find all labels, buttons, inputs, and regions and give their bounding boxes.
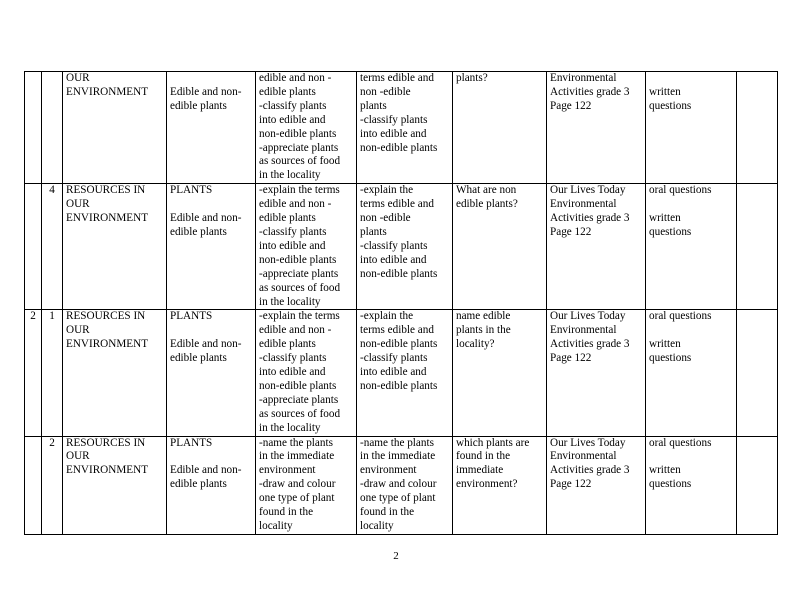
lesson-cell: 1 (42, 310, 63, 436)
learning-experiences-cell: -explain the terms edible and non-edible plants -classify plants into edible and non-edible plants (357, 310, 453, 436)
assessment-cell: written questions (646, 72, 737, 184)
learning-outcomes-cell: -explain the terms edible and non - edible plants -classify plants into edible and non-edible plants -appreciate plants as sources of food in the locality (256, 310, 357, 436)
reflection-cell (737, 184, 778, 310)
strand-cell: OUR ENVIRONMENT (63, 72, 167, 184)
sub-strand-cell: PLANTS Edible and non- edible plants (167, 310, 256, 436)
scheme-of-work-table (24, 71, 778, 535)
table-row (25, 72, 778, 184)
resources-cell: Our Lives Today Environmental Activities grade 3 Page 122 (547, 436, 646, 534)
strand-cell: RESOURCES IN OUR ENVIRONMENT (63, 184, 167, 310)
strand-cell: RESOURCES IN OUR ENVIRONMENT (63, 436, 167, 534)
reflection-cell (737, 72, 778, 184)
inquiry-question-cell: plants? (453, 72, 547, 184)
sub-strand-cell: PLANTS Edible and non- edible plants (167, 184, 256, 310)
page-number: 2 (393, 550, 399, 562)
reflection-cell (737, 436, 778, 534)
learning-experiences-cell: -explain the terms edible and non -edible plants -classify plants into edible and non-edible plants (357, 184, 453, 310)
lesson-cell: 2 (42, 436, 63, 534)
inquiry-question-cell: What are non edible plants? (453, 184, 547, 310)
reflection-cell (737, 310, 778, 436)
sub-strand-cell: PLANTS Edible and non- edible plants (167, 436, 256, 534)
week-cell (25, 72, 42, 184)
table-row (25, 436, 778, 534)
table-row (25, 184, 778, 310)
strand-cell: RESOURCES IN OUR ENVIRONMENT (63, 310, 167, 436)
week-cell (25, 436, 42, 534)
inquiry-question-cell: name edible plants in the locality? (453, 310, 547, 436)
lesson-cell (42, 72, 63, 184)
assessment-cell: oral questions written questions (646, 310, 737, 436)
assessment-cell: oral questions written questions (646, 436, 737, 534)
week-cell (25, 184, 42, 310)
learning-outcomes-cell: -explain the terms edible and non - edible plants -classify plants into edible and non-edible plants -appreciate plants as sources of food in the locality (256, 184, 357, 310)
learning-outcomes-cell: -name the plants in the immediate environment -draw and colour one type of plant found in the locality (256, 436, 357, 534)
learning-outcomes-cell: edible and non - edible plants -classify plants into edible and non-edible plants -appreciate plants as sources of food in the locality (256, 72, 357, 184)
resources-cell: Environmental Activities grade 3 Page 122 (547, 72, 646, 184)
resources-cell: Our Lives Today Environmental Activities grade 3 Page 122 (547, 310, 646, 436)
learning-experiences-cell: terms edible and non -edible plants -classify plants into edible and non-edible plants (357, 72, 453, 184)
lesson-cell: 4 (42, 184, 63, 310)
sub-strand-cell: Edible and non- edible plants (167, 72, 256, 184)
week-cell: 2 (25, 310, 42, 436)
resources-cell: Our Lives Today Environmental Activities grade 3 Page 122 (547, 184, 646, 310)
table-row (25, 310, 778, 436)
inquiry-question-cell: which plants are found in the immediate environment? (453, 436, 547, 534)
learning-experiences-cell: -name the plants in the immediate environment -draw and colour one type of plant found in the locality (357, 436, 453, 534)
assessment-cell: oral questions written questions (646, 184, 737, 310)
